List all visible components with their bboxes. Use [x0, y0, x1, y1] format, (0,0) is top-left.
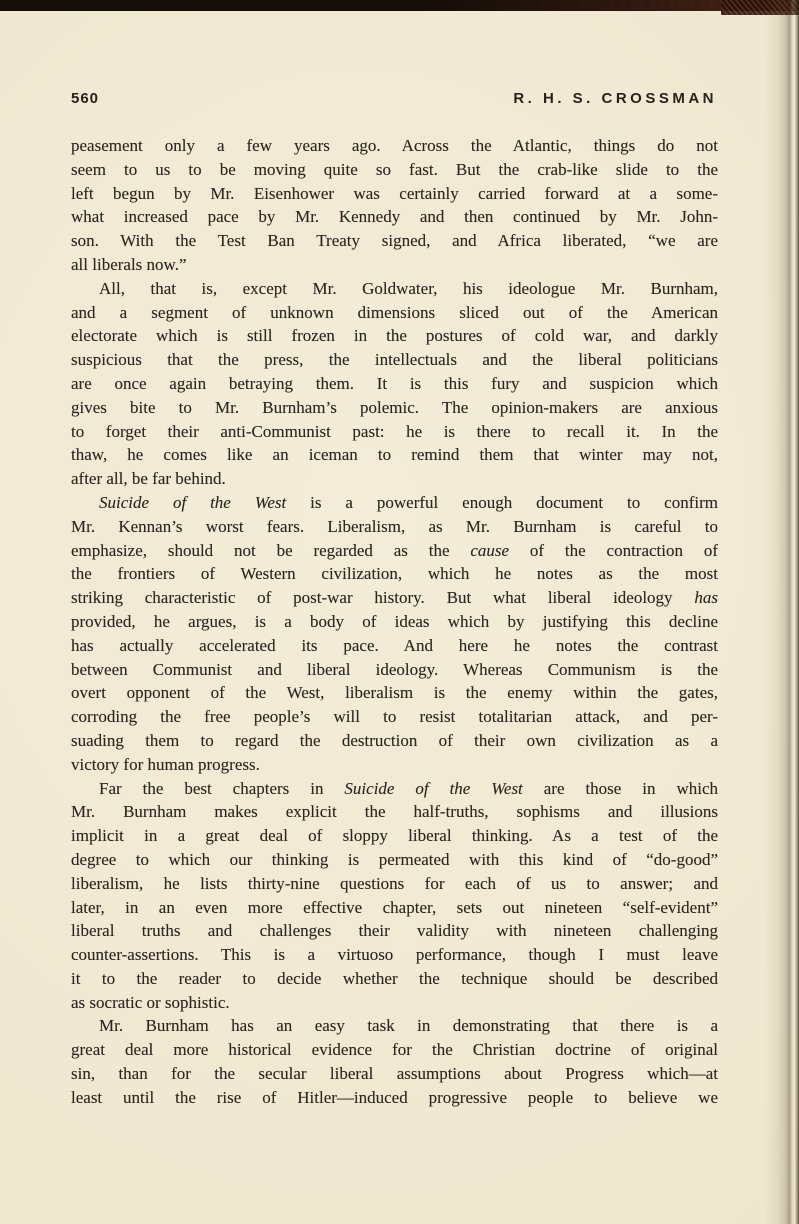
text-run: liberalism, he lists thirty-nine questions for each of us to answer; and — [71, 873, 718, 893]
text-run: and a segment of unknown dimensions sliced out of the American — [71, 302, 718, 322]
text-run: counter-assertions. This is a virtuoso performance, though I must leave — [71, 945, 718, 965]
text-run: are once again betraying them. It is this fury and suspicion which — [71, 373, 718, 393]
text-run: gives bite to Mr. Burnham’s polemic. The opinion-makers are anxious — [71, 397, 718, 417]
text-line — [71, 467, 718, 491]
text-run: Mr. Burnham makes explicit the half-truths, sophisms and illusions — [71, 802, 718, 822]
text-run: peasement only a few years ago. Across the Atlantic, things do not — [71, 136, 718, 155]
text-line — [71, 848, 718, 872]
binding-corner-texture — [721, 0, 799, 15]
text-line — [71, 610, 718, 634]
text-line — [71, 158, 718, 182]
text-line — [71, 539, 718, 563]
text-line — [71, 896, 718, 920]
text-run: great deal more historical evidence for the Christian doctrine of original — [71, 1040, 718, 1060]
text-run: it to the reader to decide whether the technique should be described — [71, 968, 718, 988]
text-line — [71, 491, 718, 515]
text-line — [71, 229, 718, 253]
text-line — [71, 1062, 718, 1086]
text-line — [71, 182, 718, 206]
paragraph — [71, 491, 718, 777]
italic-text-run: Suicide of the West — [344, 778, 523, 798]
text-line — [71, 824, 718, 848]
text-line — [71, 658, 718, 682]
text-run: later, in an even more effective chapter, sets out nineteen “self-evident” — [71, 897, 718, 917]
text-line — [71, 1086, 718, 1110]
text-line — [71, 420, 718, 444]
text-run: liberal truths and challenges their validity with nineteen challenging — [71, 921, 718, 941]
text-run: after all, be far behind. — [71, 469, 226, 489]
text-run: electorate which is still frozen in the postures of cold war, and darkly — [71, 326, 718, 346]
text-line — [71, 372, 718, 396]
text-run: are those in which — [522, 778, 718, 798]
text-run: implicit in a great deal of sloppy liberal thinking. As a test of the — [71, 826, 718, 846]
paragraph — [71, 1014, 718, 1109]
text-run: the frontiers of Western civilization, which he notes as the most — [71, 564, 718, 584]
text-run: between Communist and liberal ideology. Whereas Communism is the — [71, 659, 718, 679]
paragraph — [71, 277, 718, 491]
text-line — [71, 205, 718, 229]
page-body — [71, 134, 718, 1110]
text-line — [71, 515, 718, 539]
text-run: thaw, he comes like an iceman to remind them that winter may not, — [71, 445, 718, 465]
text-line — [71, 967, 718, 991]
text-line — [71, 562, 718, 586]
text-line — [71, 943, 718, 967]
text-line — [71, 991, 718, 1015]
text-line — [71, 1038, 718, 1062]
text-run: as socratic or sophistic. — [71, 992, 230, 1012]
text-line — [71, 729, 718, 753]
paragraph — [71, 134, 718, 277]
text-line — [71, 800, 718, 824]
text-run: provided, he argues, is a body of ideas which by justifying this decline — [71, 611, 718, 631]
text-run: is a powerful enough document to confirm — [286, 492, 718, 512]
running-head — [71, 90, 717, 107]
text-line — [71, 348, 718, 372]
text-line — [71, 872, 718, 896]
text-run: what increased pace by Mr. Kennedy and then continued by Mr. John- — [71, 207, 718, 227]
text-run: corroding the free people’s will to resist totalitarian attack, and per- — [71, 707, 718, 727]
text-run: seem to us to be moving quite so fast. But the crab-like slide to the — [71, 159, 718, 179]
text-run: least until the rise of Hitler—induced progressive people to believe we — [71, 1087, 718, 1107]
text-run: to forget their anti-Communist past: he is there to recall it. In the — [71, 421, 718, 441]
text-run: left begun by Mr. Eisenhower was certainly carried forward at a some- — [71, 183, 718, 203]
paragraph — [71, 777, 718, 1015]
text-run: has actually accelerated its pace. And here he notes the contrast — [71, 635, 718, 655]
text-run: suspicious that the press, the intellectuals and the liberal politicians — [71, 350, 718, 370]
running-head-author: R. H. S. CROSSMAN — [513, 90, 717, 107]
text-run: All, that is, except Mr. Goldwater, his ideologue Mr. Burnham, — [99, 278, 718, 298]
text-line — [71, 753, 718, 777]
text-run: striking characteristic of post-war history. But what liberal ideology — [71, 588, 695, 608]
italic-text-run: cause — [470, 540, 510, 560]
text-line — [71, 777, 718, 801]
text-run: emphasize, should not be regarded as the — [71, 540, 471, 560]
text-line — [71, 443, 718, 467]
text-line — [71, 681, 718, 705]
text-run: all liberals now.” — [71, 254, 187, 274]
text-run: son. With the Test Ban Treaty signed, and Africa liberated, “we are — [71, 231, 718, 251]
text-run: Mr. Burnham has an easy task in demonstrating that there is a — [99, 1016, 718, 1036]
text-run: overt opponent of the West, liberalism is the enemy within the gates, — [71, 683, 718, 703]
text-line — [71, 396, 718, 420]
page-number: 560 — [71, 90, 100, 107]
text-run: suading them to regard the destruction of their own civilization as a — [71, 730, 718, 750]
text-line — [71, 1014, 718, 1038]
text-run: sin, than for the secular liberal assumptions about Progress which—at — [71, 1064, 718, 1084]
text-line — [71, 134, 718, 158]
text-line — [71, 324, 718, 348]
text-line — [71, 919, 718, 943]
text-line — [71, 634, 718, 658]
text-run: of the contraction of — [509, 540, 718, 560]
text-run: victory for human progress. — [71, 754, 260, 774]
text-line — [71, 277, 718, 301]
book-binding-strip — [0, 0, 799, 11]
italic-text-run: has — [694, 588, 718, 608]
text-line — [71, 586, 718, 610]
text-line — [71, 301, 718, 325]
text-line — [71, 253, 718, 277]
text-run: Far the best chapters in — [99, 778, 345, 798]
text-run: degree to which our thinking is permeated with this kind of “do-good” — [71, 849, 718, 869]
text-line — [71, 705, 718, 729]
italic-text-run: Suicide of the West — [99, 492, 287, 512]
text-run: Mr. Kennan’s worst fears. Liberalism, as Mr. Burnham is careful to — [71, 516, 718, 536]
